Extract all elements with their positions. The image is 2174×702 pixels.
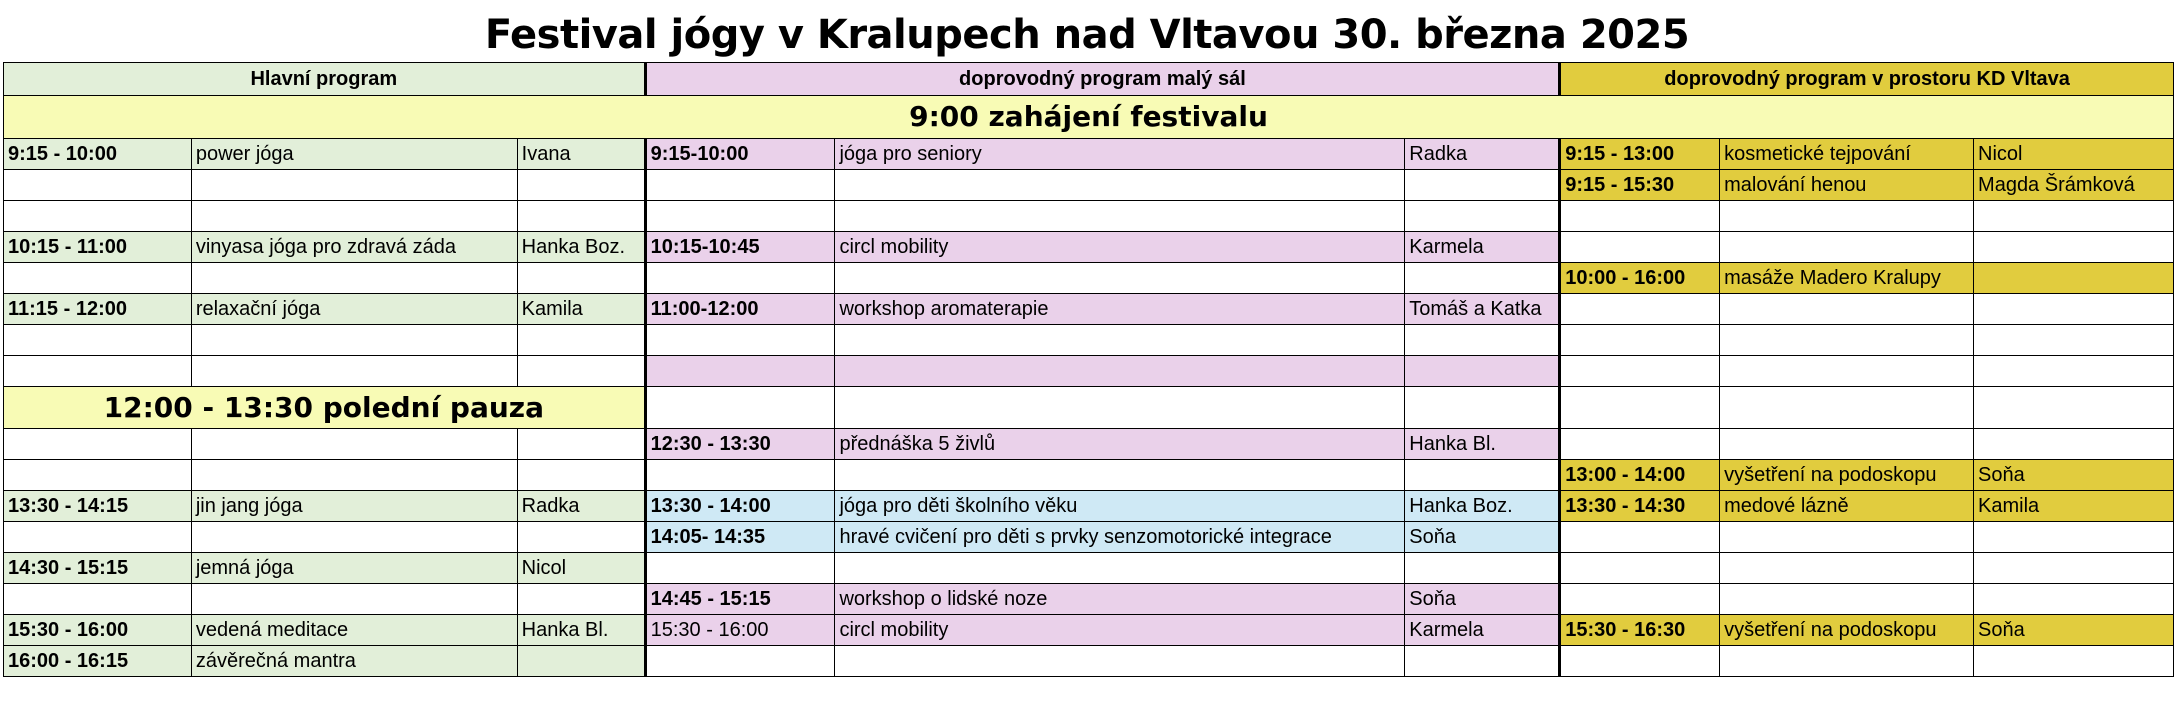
kd-time-cell[interactable]: 13:00 - 14:00 xyxy=(1560,460,1720,491)
main-time-cell[interactable]: 10:15 - 11:00 xyxy=(4,232,192,263)
hall-activity-cell[interactable]: hravé cvičení pro děti s prvky senzomotorické integrace xyxy=(835,522,1405,553)
hall-activity-cell[interactable]: circl mobility xyxy=(835,232,1405,263)
main-leader-cell[interactable] xyxy=(517,646,645,677)
empty-cell[interactable] xyxy=(645,460,835,491)
hall-time-cell[interactable]: 11:00-12:00 xyxy=(645,294,835,325)
main-leader-cell[interactable]: Kamila xyxy=(517,294,645,325)
empty-cell[interactable] xyxy=(645,553,835,584)
empty-cell[interactable] xyxy=(191,356,517,387)
empty-cell[interactable] xyxy=(645,201,835,232)
empty-cell[interactable] xyxy=(1720,646,1974,677)
empty-cell[interactable] xyxy=(835,387,1405,429)
main-time-cell[interactable]: 11:15 - 12:00 xyxy=(4,294,192,325)
opening-row xyxy=(4,96,2174,139)
empty-cell[interactable] xyxy=(1720,584,1974,615)
table-row xyxy=(4,646,2174,677)
empty-cell[interactable] xyxy=(517,201,645,232)
kd-time-cell[interactable]: 10:00 - 16:00 xyxy=(1560,263,1720,294)
empty-cell[interactable] xyxy=(191,460,517,491)
empty-cell[interactable] xyxy=(1560,356,1720,387)
empty-cell[interactable] xyxy=(517,460,645,491)
kd-activity-cell[interactable]: vyšetření na podoskopu xyxy=(1720,615,1974,646)
empty-cell[interactable] xyxy=(191,170,517,201)
hall-time-cell[interactable]: 10:15-10:45 xyxy=(645,232,835,263)
hall-time-cell[interactable]: 9:15-10:00 xyxy=(645,139,835,170)
kd-activity-cell[interactable]: malování henou xyxy=(1720,170,1974,201)
hall-activity-cell[interactable]: jóga pro seniory xyxy=(835,139,1405,170)
empty-cell[interactable] xyxy=(4,201,192,232)
hall-time-cell[interactable]: 14:05- 14:35 xyxy=(645,522,835,553)
empty-cell[interactable] xyxy=(835,170,1405,201)
main-leader-cell[interactable]: Ivana xyxy=(517,139,645,170)
empty-cell[interactable] xyxy=(1405,553,1560,584)
empty-cell[interactable] xyxy=(1974,356,2174,387)
empty-cell[interactable] xyxy=(517,170,645,201)
hall-activity-cell[interactable]: přednáška 5 živlů xyxy=(835,429,1405,460)
empty-cell[interactable] xyxy=(4,584,192,615)
hall-activity-cell[interactable]: workshop o lidské noze xyxy=(835,584,1405,615)
empty-cell[interactable] xyxy=(517,584,645,615)
main-time-cell[interactable]: 15:30 - 16:00 xyxy=(4,615,192,646)
kd-leader-cell[interactable]: Kamila xyxy=(1974,491,2174,522)
hall-activity-cell[interactable]: workshop aromaterapie xyxy=(835,294,1405,325)
empty-cell[interactable] xyxy=(835,460,1405,491)
empty-cell[interactable] xyxy=(4,263,192,294)
table-row xyxy=(4,522,2174,553)
kd-time-cell[interactable]: 9:15 - 15:30 xyxy=(1560,170,1720,201)
empty-cell[interactable] xyxy=(1560,429,1720,460)
lunch-break-banner[interactable]: 12:00 - 13:30 polední pauza xyxy=(4,387,646,429)
main-leader-cell[interactable]: Nicol xyxy=(517,553,645,584)
empty-cell[interactable] xyxy=(4,170,192,201)
table-row xyxy=(4,584,2174,615)
empty-cell[interactable] xyxy=(835,646,1405,677)
empty-cell[interactable] xyxy=(1405,170,1560,201)
empty-cell[interactable] xyxy=(191,429,517,460)
empty-cell[interactable] xyxy=(1720,356,1974,387)
empty-cell[interactable] xyxy=(1974,584,2174,615)
main-activity-cell[interactable]: power jóga xyxy=(191,139,517,170)
empty-cell[interactable] xyxy=(517,325,645,356)
empty-cell[interactable] xyxy=(1405,325,1560,356)
empty-cell[interactable] xyxy=(1720,522,1974,553)
hall-leader-cell[interactable]: Soňa xyxy=(1405,584,1560,615)
empty-cell[interactable] xyxy=(1560,325,1720,356)
empty-cell[interactable] xyxy=(835,263,1405,294)
kd-leader-cell[interactable]: Soňa xyxy=(1974,615,2174,646)
header-small-hall[interactable]: doprovodný program malý sál xyxy=(645,63,1560,96)
empty-cell[interactable] xyxy=(191,201,517,232)
empty-cell[interactable] xyxy=(4,522,192,553)
header-kd-vltava[interactable]: doprovodný program v prostoru KD Vltava xyxy=(1560,63,2174,96)
table-row xyxy=(4,387,2174,429)
empty-cell[interactable] xyxy=(1405,263,1560,294)
empty-cell[interactable] xyxy=(1560,201,1720,232)
main-activity-cell[interactable]: vinyasa jóga pro zdravá záda xyxy=(191,232,517,263)
empty-cell[interactable] xyxy=(1974,387,2174,429)
hall-activity-cell[interactable]: jóga pro děti školního věku xyxy=(835,491,1405,522)
main-time-cell[interactable]: 14:30 - 15:15 xyxy=(4,553,192,584)
empty-cell[interactable] xyxy=(835,356,1405,387)
kd-time-cell[interactable]: 13:30 - 14:30 xyxy=(1560,491,1720,522)
empty-cell[interactable] xyxy=(191,263,517,294)
empty-cell[interactable] xyxy=(1405,460,1560,491)
main-leader-cell[interactable]: Radka xyxy=(517,491,645,522)
table-row xyxy=(4,553,2174,584)
table-row xyxy=(4,429,2174,460)
main-activity-cell[interactable]: jemná jóga xyxy=(191,553,517,584)
main-time-cell[interactable]: 13:30 - 14:15 xyxy=(4,491,192,522)
kd-leader-cell[interactable]: Soňa xyxy=(1974,460,2174,491)
empty-cell[interactable] xyxy=(1405,646,1560,677)
empty-cell[interactable] xyxy=(1405,356,1560,387)
empty-cell[interactable] xyxy=(1560,553,1720,584)
empty-cell[interactable] xyxy=(645,356,835,387)
kd-leader-cell[interactable]: Magda Šrámková xyxy=(1974,170,2174,201)
empty-cell[interactable] xyxy=(1405,387,1560,429)
empty-cell[interactable] xyxy=(4,325,192,356)
main-activity-cell[interactable]: jin jang jóga xyxy=(191,491,517,522)
hall-leader-cell[interactable]: Hanka Boz. xyxy=(1405,491,1560,522)
table-row xyxy=(4,325,2174,356)
empty-cell[interactable] xyxy=(1720,294,1974,325)
page-title: Festival jógy v Kralupech nad Vltavou 30. března 2025 xyxy=(484,12,1690,58)
main-activity-cell[interactable]: závěrečná mantra xyxy=(191,646,517,677)
kd-time-cell[interactable]: 15:30 - 16:30 xyxy=(1560,615,1720,646)
empty-cell[interactable] xyxy=(1974,294,2174,325)
empty-cell[interactable] xyxy=(4,460,192,491)
kd-activity-cell[interactable]: vyšetření na podoskopu xyxy=(1720,460,1974,491)
hall-time-cell[interactable]: 12:30 - 13:30 xyxy=(645,429,835,460)
table-row xyxy=(4,294,2174,325)
main-time-cell[interactable]: 16:00 - 16:15 xyxy=(4,646,192,677)
empty-cell[interactable] xyxy=(191,522,517,553)
empty-cell[interactable] xyxy=(1974,201,2174,232)
empty-cell[interactable] xyxy=(1560,522,1720,553)
hall-leader-cell[interactable]: Soňa xyxy=(1405,522,1560,553)
kd-leader-cell[interactable]: Nicol xyxy=(1974,139,2174,170)
hall-time-cell[interactable]: 13:30 - 14:00 xyxy=(645,491,835,522)
main-leader-cell[interactable]: Hanka Bl. xyxy=(517,615,645,646)
empty-cell[interactable] xyxy=(645,170,835,201)
hall-leader-cell[interactable]: Tomáš a Katka xyxy=(1405,294,1560,325)
empty-cell[interactable] xyxy=(517,263,645,294)
table-row xyxy=(4,170,2174,201)
empty-cell[interactable] xyxy=(1560,646,1720,677)
hall-leader-cell[interactable]: Karmela xyxy=(1405,232,1560,263)
hall-leader-cell[interactable]: Hanka Bl. xyxy=(1405,429,1560,460)
hall-leader-cell[interactable]: Karmela xyxy=(1405,615,1560,646)
kd-activity-cell[interactable]: medové lázně xyxy=(1720,491,1974,522)
empty-cell[interactable] xyxy=(191,325,517,356)
table-row xyxy=(4,615,2174,646)
empty-cell[interactable] xyxy=(645,263,835,294)
table-row xyxy=(4,356,2174,387)
kd-time-cell[interactable]: 9:15 - 13:00 xyxy=(1560,139,1720,170)
kd-activity-cell[interactable]: kosmetické tejpování xyxy=(1720,139,1974,170)
empty-cell[interactable] xyxy=(1974,232,2174,263)
empty-cell[interactable] xyxy=(1560,232,1720,263)
kd-leader-cell[interactable] xyxy=(1974,263,2174,294)
empty-cell[interactable] xyxy=(1560,294,1720,325)
empty-cell[interactable] xyxy=(645,387,835,429)
empty-cell[interactable] xyxy=(1720,429,1974,460)
empty-cell[interactable] xyxy=(835,201,1405,232)
empty-cell[interactable] xyxy=(1974,522,2174,553)
hall-leader-cell[interactable]: Radka xyxy=(1405,139,1560,170)
empty-cell[interactable] xyxy=(1560,584,1720,615)
hall-time-cell[interactable]: 15:30 - 16:00 xyxy=(645,615,835,646)
header-main-program[interactable]: Hlavní program xyxy=(4,63,646,96)
empty-cell[interactable] xyxy=(517,356,645,387)
empty-cell[interactable] xyxy=(1974,553,2174,584)
hall-activity-cell[interactable]: circl mobility xyxy=(835,615,1405,646)
main-time-cell[interactable]: 9:15 - 10:00 xyxy=(4,139,192,170)
opening-banner[interactable]: 9:00 zahájení festivalu xyxy=(4,96,2174,139)
empty-cell[interactable] xyxy=(1720,553,1974,584)
table-row xyxy=(4,139,2174,170)
empty-cell[interactable] xyxy=(517,429,645,460)
empty-cell[interactable] xyxy=(1974,646,2174,677)
table-row xyxy=(4,491,2174,522)
schedule-table xyxy=(3,62,2174,677)
empty-cell[interactable] xyxy=(517,522,645,553)
empty-cell[interactable] xyxy=(1974,429,2174,460)
empty-cell[interactable] xyxy=(191,584,517,615)
main-leader-cell[interactable]: Hanka Boz. xyxy=(517,232,645,263)
empty-cell[interactable] xyxy=(1720,201,1974,232)
table-row xyxy=(4,232,2174,263)
empty-cell[interactable] xyxy=(835,553,1405,584)
empty-cell[interactable] xyxy=(1405,201,1560,232)
empty-cell[interactable] xyxy=(1720,325,1974,356)
empty-cell[interactable] xyxy=(645,646,835,677)
empty-cell[interactable] xyxy=(1720,387,1974,429)
empty-cell[interactable] xyxy=(1720,232,1974,263)
kd-activity-cell[interactable]: masáže Madero Kralupy xyxy=(1720,263,1974,294)
table-row xyxy=(4,201,2174,232)
table-row xyxy=(4,460,2174,491)
empty-cell[interactable] xyxy=(1560,387,1720,429)
empty-cell[interactable] xyxy=(645,325,835,356)
empty-cell[interactable] xyxy=(4,429,192,460)
main-activity-cell[interactable]: vedená meditace xyxy=(191,615,517,646)
header-row xyxy=(4,63,2174,96)
table-row xyxy=(4,263,2174,294)
empty-cell[interactable] xyxy=(1974,325,2174,356)
empty-cell[interactable] xyxy=(4,356,192,387)
hall-time-cell[interactable]: 14:45 - 15:15 xyxy=(645,584,835,615)
empty-cell[interactable] xyxy=(835,325,1405,356)
main-activity-cell[interactable]: relaxační jóga xyxy=(191,294,517,325)
